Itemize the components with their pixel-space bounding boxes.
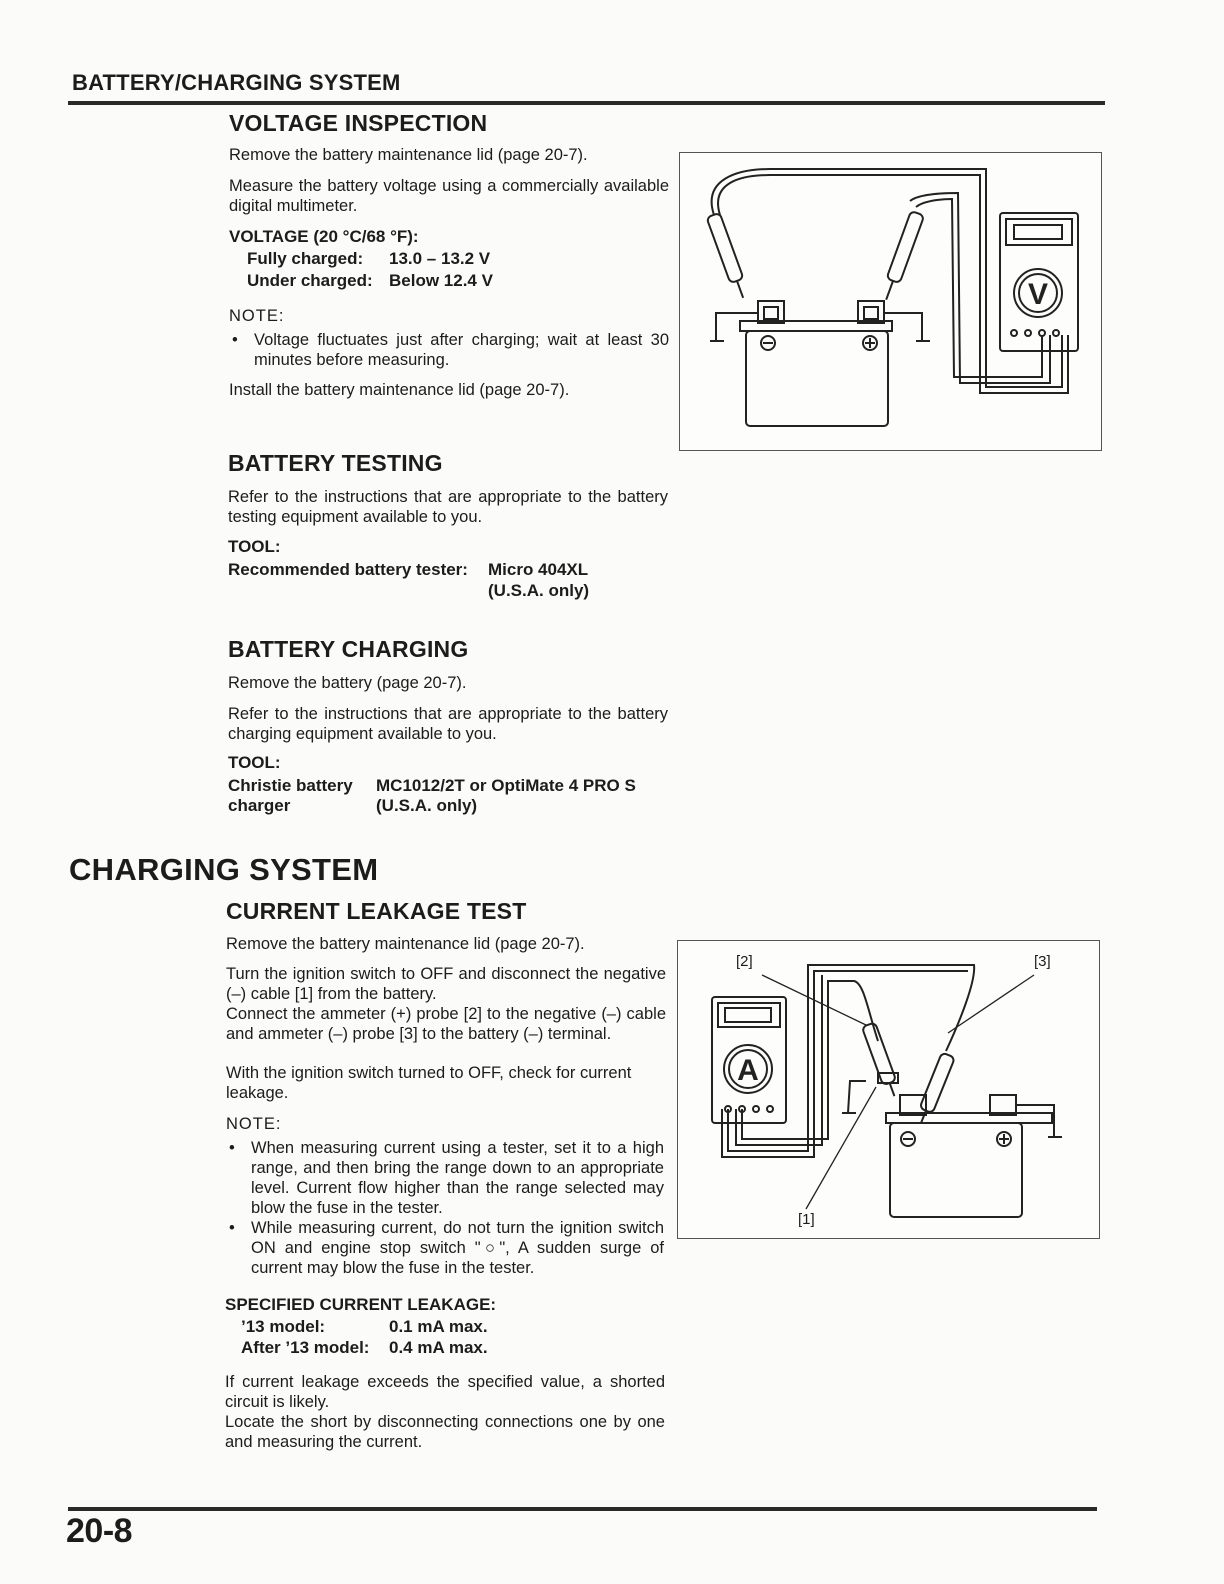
- current-leakage-heading: CURRENT LEAKAGE TEST: [226, 898, 527, 924]
- battery-charging-heading: BATTERY CHARGING: [228, 636, 469, 662]
- battery-testing-tool-value-1: Micro 404XL: [488, 560, 589, 579]
- leakage-note-item-2: [229, 1218, 664, 1278]
- page-number: 20-8: [66, 1512, 133, 1550]
- header-rule: [68, 101, 1105, 105]
- model13-value: 0.1 mA max.: [389, 1317, 488, 1336]
- ammeter-diagram: [678, 941, 1099, 1238]
- leakage-spec-label: SPECIFIED CURRENT LEAKAGE:: [225, 1295, 497, 1314]
- bullet-dot: •: [232, 331, 238, 349]
- leakage-p4: With the ignition switch turned to OFF, check for current leakage.: [226, 1064, 632, 1102]
- model13-label: ’13 model:: [241, 1317, 326, 1336]
- leakage-note-1-text: When measuring current using a tester, set it to a high range, and then bring the range down to an appropriate level. Current flow higher than the range selected may blow the fuse in the tester.: [251, 1139, 664, 1217]
- battery-charging-tool-value-1: MC1012/2T or OptiMate 4 PRO S: [376, 776, 636, 795]
- voltage-inspection-p3: Install the battery maintenance lid (page 20-7).: [229, 381, 570, 399]
- battery-testing-tool-name: Recommended battery tester:: [228, 560, 468, 579]
- battery-charging-tool-name-1: Christie battery: [228, 776, 353, 795]
- voltmeter-diagram: [680, 153, 1101, 450]
- voltage-inspection-p1: Remove the battery maintenance lid (page 20-7).: [229, 146, 588, 164]
- under-charged-label: Under charged:: [247, 271, 373, 290]
- bullet-dot: •: [229, 1139, 235, 1157]
- voltage-note-text: Voltage fluctuates just after charging; wait at least 30 minutes before measuring.: [254, 331, 669, 369]
- charging-system-heading: CHARGING SYSTEM: [69, 852, 379, 887]
- figure-label-2: [2]: [736, 953, 753, 970]
- battery-testing-tool-label: TOOL:: [228, 537, 281, 556]
- figure-label-3: [3]: [1034, 953, 1051, 970]
- voltage-spec-label: VOLTAGE (20 °C/68 °F):: [229, 227, 419, 246]
- voltage-inspection-p2: Measure the battery voltage using a commercially available digital multimeter.: [229, 177, 669, 215]
- ammeter-symbol: A: [737, 1054, 759, 1087]
- battery-charging-tool-value-2: (U.S.A. only): [376, 796, 478, 815]
- fully-charged-label: Fully charged:: [247, 249, 364, 268]
- header-title: BATTERY/CHARGING SYSTEM: [72, 70, 401, 95]
- figure-label-1: [1]: [798, 1211, 815, 1228]
- battery-testing-tool-value-2: (U.S.A. only): [488, 581, 590, 600]
- battery-charging-p1: Remove the battery (page 20-7).: [228, 674, 467, 692]
- leakage-note-label: NOTE:: [226, 1115, 282, 1133]
- ammeter-figure: [677, 940, 1100, 1239]
- fully-charged-value: 13.0 – 13.2 V: [389, 249, 491, 268]
- battery-testing-p1: Refer to the instructions that are appropriate to the battery testing equipment available to you.: [228, 488, 668, 526]
- under-charged-value: Below 12.4 V: [389, 271, 493, 290]
- voltmeter-symbol: V: [1027, 278, 1049, 311]
- leakage-p5: If current leakage exceeds the specified value, a shorted circuit is likely.: [225, 1373, 665, 1411]
- leakage-note-item-1: [229, 1138, 664, 1218]
- after13-label: After ’13 model:: [241, 1338, 370, 1357]
- battery-charging-tool-name-2: charger: [228, 796, 291, 815]
- bullet-dot: •: [229, 1219, 235, 1237]
- after13-value: 0.4 mA max.: [389, 1338, 488, 1357]
- voltage-note-label: NOTE:: [229, 307, 285, 325]
- leakage-p6: Locate the short by disconnecting connections one by one and measuring the current.: [225, 1413, 665, 1451]
- voltage-inspection-heading: VOLTAGE INSPECTION: [229, 110, 488, 136]
- battery-testing-heading: BATTERY TESTING: [228, 450, 443, 476]
- voltage-note-item: [232, 330, 669, 370]
- footer-rule: [68, 1507, 1097, 1511]
- battery-charging-p2: Refer to the instructions that are appropriate to the battery charging equipment available to you.: [228, 705, 668, 743]
- leakage-p1: Remove the battery maintenance lid (page 20-7).: [226, 935, 585, 953]
- voltmeter-figure: [679, 152, 1102, 451]
- leakage-note-2-text: While measuring current, do not turn the ignition switch ON and engine stop switch "○", A sudden surge of current may blow the fuse in the tester.: [251, 1219, 664, 1277]
- leakage-p2: Turn the ignition switch to OFF and disconnect the negative (–) cable [1] from the battery.: [226, 965, 666, 1003]
- battery-charging-tool-label: TOOL:: [228, 753, 281, 772]
- leakage-p3: Connect the ammeter (+) probe [2] to the negative (–) cable and ammeter (–) probe [3] to the battery (–) terminal.: [226, 1005, 666, 1043]
